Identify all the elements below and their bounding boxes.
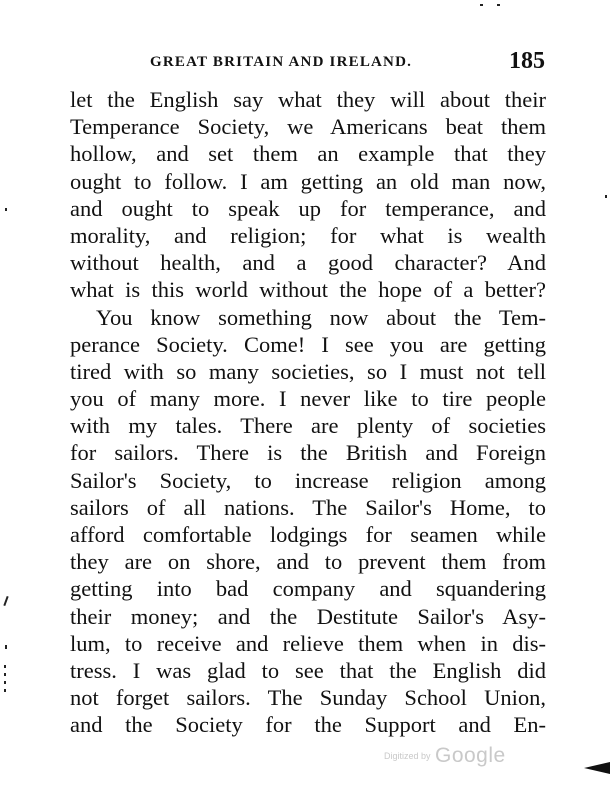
text-line: lum, to receive and relieve them when in dis- — [70, 630, 546, 656]
scan-mark — [5, 208, 7, 211]
text-line: tired with so many societies, so I must not tell — [70, 358, 546, 384]
text-line: Temperance Society, we Americans beat them — [70, 114, 546, 140]
google-watermark — [384, 744, 506, 768]
text-line: sailors of all nations. The Sailor's Home, to — [70, 494, 546, 520]
text-line: hollow, and set them an example that they — [70, 141, 546, 167]
text-line: morality, and religion; for what is wealth — [70, 222, 546, 248]
text-line: what is this world without the hope of a better? — [70, 277, 546, 303]
scan-mark — [3, 596, 8, 606]
text-line: ought to follow. I am getting an old man now, — [70, 168, 546, 194]
text-line: their money; and the Destitute Sailor's Asy- — [70, 603, 546, 629]
scan-mark — [4, 665, 6, 695]
text-line: perance Society. Come! I see you are getting — [70, 331, 546, 357]
running-head: GREAT BRITAIN AND IRELAND. — [150, 54, 413, 70]
text-line: with my tales. There are plenty of societies — [70, 413, 546, 439]
body-text — [70, 86, 546, 739]
text-line: getting into bad company and squandering — [70, 576, 546, 602]
watermark-prefix: Digitized by — [384, 751, 431, 761]
text-line: they are on shore, and to prevent them from — [70, 549, 546, 575]
scan-mark — [497, 4, 500, 6]
text-line: and the Society for the Support and En- — [70, 712, 546, 738]
text-line: without health, and a good character? And — [70, 250, 546, 276]
text-line: tress. I was glad to see that the English did — [70, 657, 546, 683]
page-number: 185 — [509, 48, 545, 74]
text-line: You know something now about the Tem- — [96, 304, 546, 330]
page-header — [70, 48, 545, 78]
text-line: let the English say what they will about their — [70, 87, 546, 112]
text-line: for sailors. There is the British and Foreign — [70, 440, 546, 466]
scan-mark — [5, 645, 7, 649]
text-line: not forget sailors. The Sunday School Union, — [70, 685, 546, 711]
scan-mark — [480, 4, 483, 6]
text-line: afford comfortable lodgings for seamen while — [70, 522, 546, 547]
text-line: Sailor's Society, to increase religion among — [70, 467, 546, 493]
text-line: you of many more. I never like to tire people — [70, 386, 546, 412]
text-line: and ought to speak up for temperance, and — [70, 195, 546, 221]
scan-mark — [605, 195, 607, 198]
watermark-brand: Google — [434, 744, 506, 767]
page-corner-arrow-icon — [584, 762, 610, 774]
